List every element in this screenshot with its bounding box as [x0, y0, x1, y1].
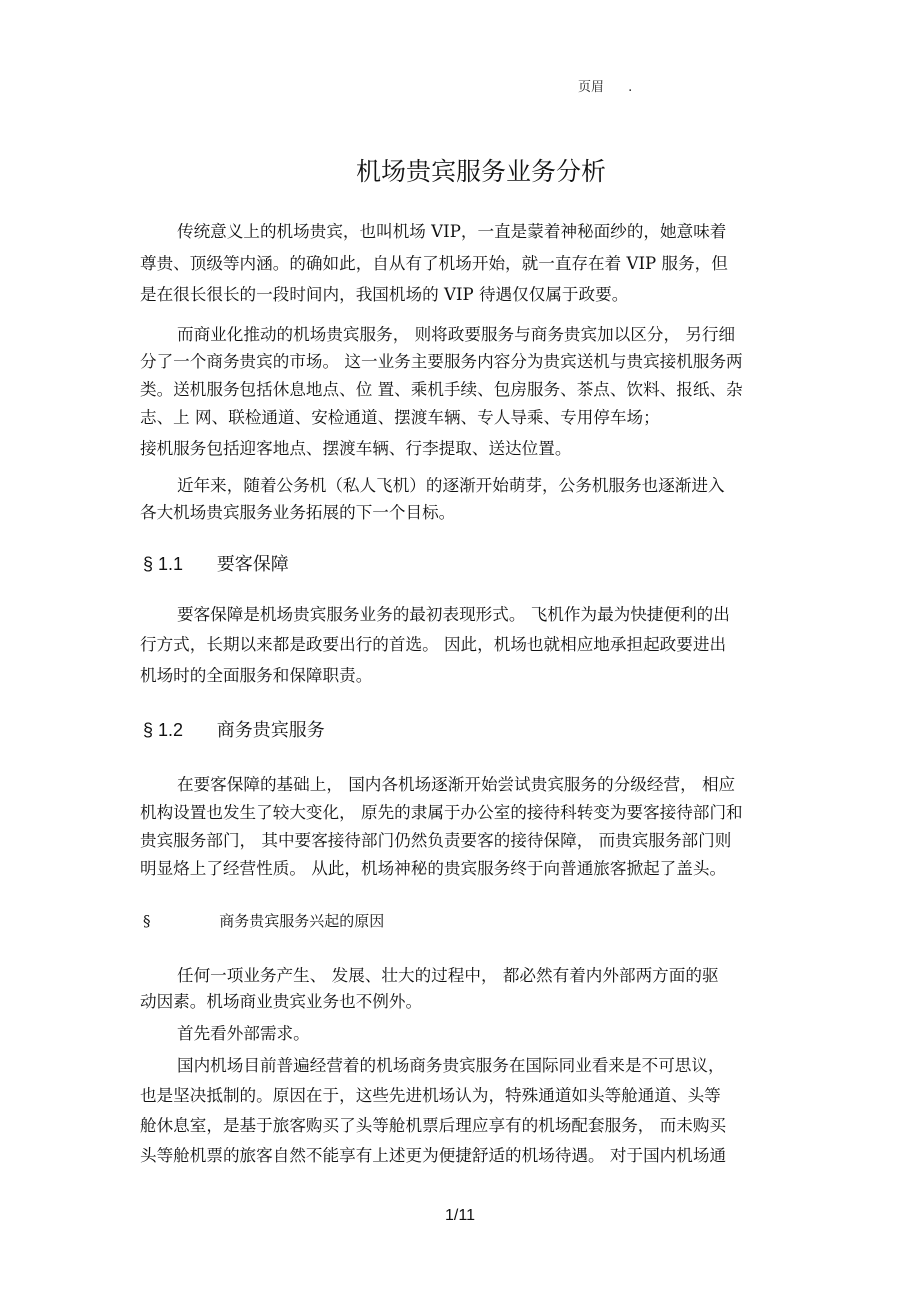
text-line: 志、上 网、联检通道、安检通道、摆渡车辆、专人导乘、专用停车场； — [140, 408, 660, 427]
text-line: 接机服务包括迎客地点、摆渡车辆、行李提取、送达位置。 — [140, 439, 572, 458]
document-title: 机场贵宾服务业务分析 — [355, 157, 606, 186]
text-line: 国内机场目前普遍经营着的机场商务贵宾服务在国际同业看来是不可思议， — [177, 1056, 725, 1075]
section-title: 商务贵宾服务 — [216, 720, 325, 741]
text-line: 类。送机服务包括休息地点、位 置、乘机手续、包房服务、茶点、饮料、报纸、杂 — [140, 380, 743, 399]
text-line: 机构设置也发生了较大变化， 原先的隶属于办公室的接待科转变为要客接待部门和 — [140, 803, 743, 822]
text-line: 各大机场贵宾服务业务拓展的下一个目标。 — [140, 503, 456, 522]
section-title: 要客保障 — [216, 554, 289, 575]
text-line: 任何一项业务产生、 发展、壮大的过程中， 都必然有着内外部两方面的驱 — [177, 966, 719, 985]
page-header: 页眉 . — [578, 80, 633, 95]
text-line: 而商业化推动的机场贵宾服务， 则将政要服务与商务贵宾加以区分， 另行细 — [177, 325, 736, 344]
text-line: 是在很长很长的一段时间内，我国机场的 VIP 待遇仅仅属于政要。 — [140, 285, 629, 304]
section-heading — [143, 550, 289, 576]
text-line: 传统意义上的机场贵宾，也叫机场 VIP，一直是蒙着神秘面纱的，她意味着 — [177, 222, 727, 241]
text-line: 舱休息室，是基于旅客购买了头等舱机票后理应享有的机场配套服务， 而未购买 — [140, 1116, 727, 1135]
section-heading — [143, 910, 384, 931]
text-line: 动因素。机场商业贵宾业务也不例外。 — [140, 992, 423, 1011]
text-line: 头等舱机票的旅客自然不能享有上述更为便捷舒适的机场待遇。 对于国内机场通 — [140, 1146, 727, 1165]
text-line: 要客保障是机场贵宾服务业务的最初表现形式。 飞机作为最为快捷便利的出 — [177, 605, 730, 624]
text-line: 尊贵、顶级等内涵。的确如此，自从有了机场开始，就一直存在着 VIP 服务，但 — [140, 254, 728, 273]
text-line: 在要客保障的基础上， 国内各机场逐渐开始尝试贵宾服务的分级经营， 相应 — [177, 775, 736, 794]
section-number: § 1.1 — [143, 554, 184, 574]
text-line: 分了一个商务贵宾的市场。 这一业务主要服务内容分为贵宾送机与贵宾接机服务两 — [140, 352, 743, 371]
section-heading — [143, 716, 325, 742]
text-line: 也是坚决抵制的。原因在于，这些先进机场认为，特殊通道如头等舱通道、头等 — [140, 1086, 721, 1105]
text-line: 明显烙上了经营性质。 从此，机场神秘的贵宾服务终于向普通旅客掀起了盖头。 — [140, 859, 727, 878]
text-line: 首先看外部需求。 — [177, 1024, 310, 1043]
text-line: 机场时的全面服务和保障职责。 — [140, 666, 373, 685]
text-line: 贵宾服务部门， 其中要客接待部门仍然负责要客的接待保障， 而贵宾服务部门则 — [140, 831, 732, 850]
section-number: § — [143, 912, 151, 930]
section-title: 商务贵宾服务兴起的原因 — [219, 912, 385, 930]
text-line: 近年来，随着公务机（私人飞机）的逐渐开始萌芽，公务机服务也逐渐进入 — [177, 476, 725, 495]
section-number: § 1.2 — [143, 720, 184, 740]
text-line: 行方式，长期以来都是政要出行的首选。 因此，机场也就相应地承担起政要进出 — [140, 635, 727, 654]
page-number: 1/11 — [445, 1207, 475, 1224]
